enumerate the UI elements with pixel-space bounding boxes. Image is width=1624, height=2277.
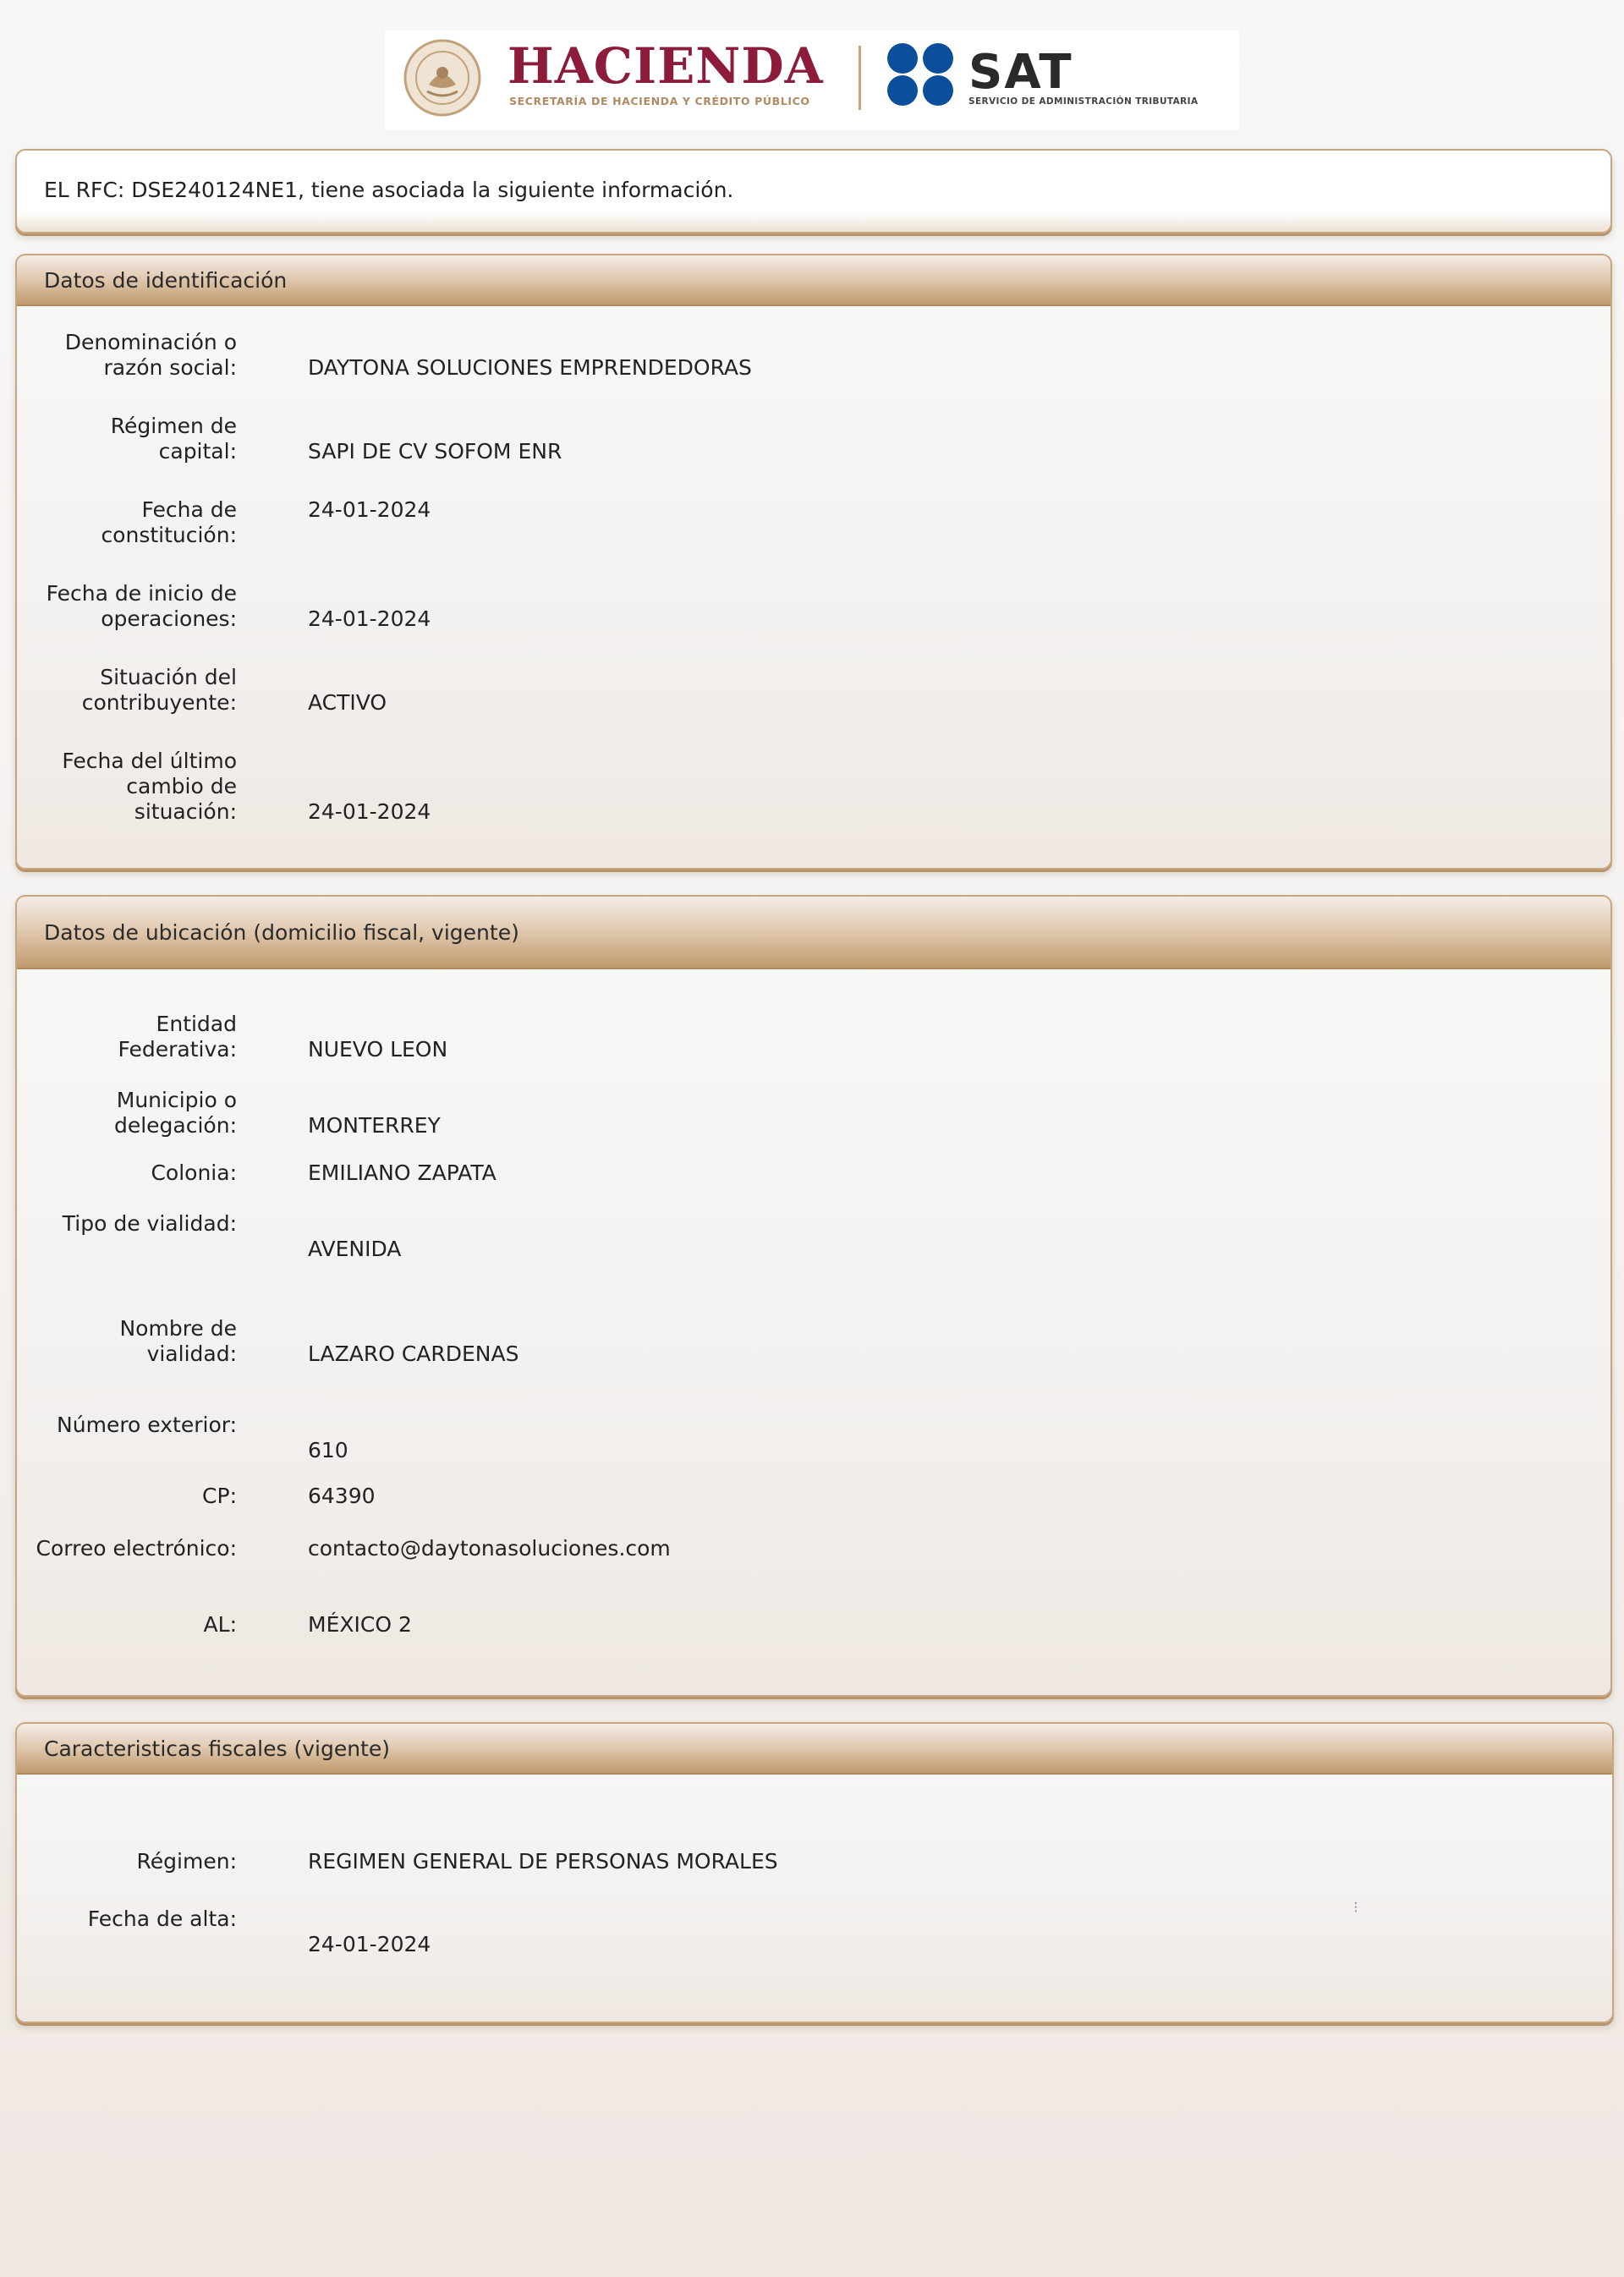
identificacion-panel (15, 254, 1612, 870)
field-label: Número exterior: (57, 1413, 237, 1437)
field-value: 24-01-2024 (308, 1932, 431, 1956)
field-label: Nombre de vialidad: (119, 1316, 237, 1366)
sat-title: SAT (968, 45, 1073, 100)
header-banner (385, 30, 1239, 130)
panel-title: Datos de identificación (17, 255, 1610, 306)
panel-title: Caracteristicas fiscales (vigente) (17, 1724, 1612, 1775)
field-label: AL: (203, 1612, 237, 1637)
field-label: Régimen: (136, 1849, 237, 1874)
rfc-notice-panel (15, 149, 1612, 233)
sat-subtitle: SERVICIO DE ADMINISTRACIÓN TRIBUTARIA (968, 96, 1199, 107)
hacienda-title: HACIENDA (508, 37, 824, 95)
field-label: Correo electrónico: (36, 1536, 237, 1561)
more-options-icon: ⋮ (1350, 1901, 1362, 1914)
field-value: MONTERREY (308, 1113, 441, 1138)
field-label: Tipo de vialidad: (62, 1211, 237, 1236)
field-value: NUEVO LEON (308, 1037, 448, 1062)
fiscales-panel (15, 1722, 1614, 2023)
sat-logo-icon (884, 42, 960, 107)
field-label: Fecha del último cambio de situación: (62, 749, 237, 824)
field-value: DAYTONA SOLUCIONES EMPRENDEDORAS (308, 355, 752, 380)
field-value: EMILIANO ZAPATA (308, 1160, 497, 1185)
field-value: 24-01-2024 (308, 799, 431, 824)
field-value: 24-01-2024 (308, 606, 431, 631)
mexico-seal-icon (403, 39, 481, 117)
field-value: 24-01-2024 (308, 497, 431, 522)
field-value: REGIMEN GENERAL DE PERSONAS MORALES (308, 1849, 778, 1874)
banner-divider (859, 46, 861, 110)
field-value: MÉXICO 2 (308, 1612, 412, 1637)
field-label: Régimen de capital: (110, 414, 237, 464)
field-value: AVENIDA (308, 1237, 402, 1261)
field-label: Colonia: (151, 1160, 237, 1185)
hacienda-subtitle: SECRETARÍA DE HACIENDA Y CRÉDITO PÚBLICO (509, 95, 810, 107)
field-value: ACTIVO (308, 690, 387, 715)
field-label: Municipio o delegación: (113, 1088, 237, 1138)
field-value: 64390 (308, 1484, 376, 1508)
field-label: Fecha de inicio de operaciones: (46, 581, 237, 631)
field-value: 610 (308, 1438, 348, 1462)
field-label: Situación del contribuyente: (81, 665, 237, 715)
field-label: Denominación o razón social: (64, 330, 237, 380)
field-label: CP: (202, 1484, 237, 1508)
field-label: Fecha de constitución: (101, 497, 237, 547)
panel-title: Datos de ubicación (domicilio fiscal, vigente) (17, 897, 1610, 969)
field-label: Fecha de alta: (87, 1907, 237, 1931)
rfc-notice-text: EL RFC: DSE240124NE1, tiene asociada la siguiente información. (44, 178, 734, 202)
field-value: SAPI DE CV SOFOM ENR (308, 439, 562, 464)
ubicacion-panel (15, 895, 1612, 1697)
field-label: Entidad Federativa: (118, 1012, 237, 1062)
field-value: contacto@daytonasoluciones.com (308, 1536, 671, 1561)
field-value: LAZARO CARDENAS (308, 1342, 519, 1366)
